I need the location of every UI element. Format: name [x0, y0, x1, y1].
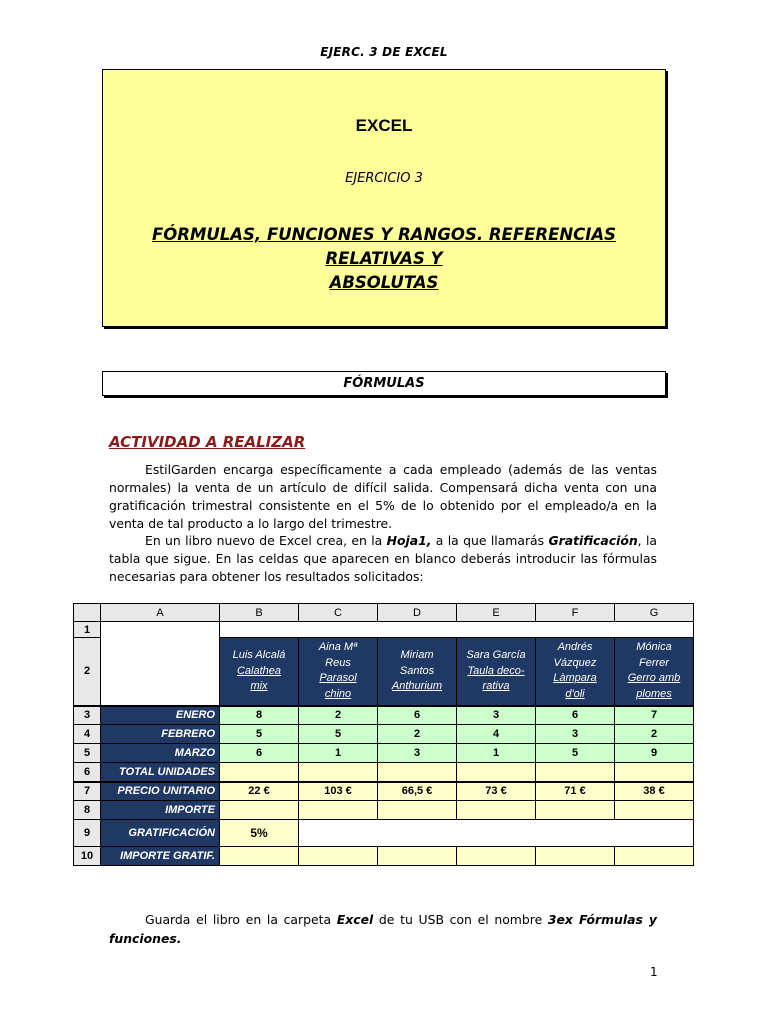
- formula-cell[interactable]: [536, 847, 615, 866]
- data-cell[interactable]: 9: [615, 744, 694, 763]
- row-number: 7: [74, 782, 101, 801]
- row-label: IMPORTE GRATIF.: [101, 847, 220, 866]
- data-cell[interactable]: 1: [457, 744, 536, 763]
- col-header: A: [101, 604, 220, 622]
- data-cell[interactable]: 3: [536, 725, 615, 744]
- data-cell[interactable]: 6: [536, 706, 615, 725]
- title-topic: [103, 223, 665, 295]
- p2-pre: En un libro nuevo de Excel crea, en la: [145, 533, 387, 548]
- col-header: G: [615, 604, 694, 622]
- table-row: [74, 744, 694, 763]
- formula-cell[interactable]: [220, 763, 299, 782]
- data-cell[interactable]: 5: [536, 744, 615, 763]
- cell-a1: [101, 622, 220, 706]
- employee-header: Andrés Vázquez Làmpara d'oli: [536, 638, 615, 706]
- data-cell[interactable]: 5: [299, 725, 378, 744]
- employee-header: Aina Mª Reus Parasol chino: [299, 638, 378, 706]
- data-cell[interactable]: 2: [378, 725, 457, 744]
- title-exercise: EJERCICIO 3: [345, 171, 423, 186]
- p2-mid: a la que llamarás: [431, 533, 549, 548]
- table-row: [74, 706, 694, 725]
- row-number: 8: [74, 801, 101, 820]
- p2-name: Gratificación: [548, 533, 638, 548]
- section-title: FÓRMULAS: [102, 371, 666, 396]
- formula-cell[interactable]: [457, 847, 536, 866]
- footer-folder: Excel: [336, 912, 374, 927]
- cell-blank: [220, 622, 694, 638]
- formula-cell[interactable]: [536, 801, 615, 820]
- title-topic-line2: ABSOLUTAS: [329, 273, 439, 292]
- footer-pre: Guarda el libro en la carpeta: [145, 912, 337, 927]
- paragraph-instructions: [109, 532, 657, 586]
- data-cell[interactable]: 6: [220, 744, 299, 763]
- formula-cell[interactable]: [615, 763, 694, 782]
- gratification-cell[interactable]: 5%: [220, 820, 299, 847]
- spreadsheet: [73, 603, 694, 866]
- row-number: 6: [74, 763, 101, 782]
- row-label: ENERO: [101, 706, 220, 725]
- p2-post: , la tabla que sigue. En las celdas que aparecen en blanco deberás introducir las fórmulas necesarias para obtener los resultados solicitados:: [109, 533, 657, 584]
- table-row: [74, 801, 694, 820]
- col-header: D: [378, 604, 457, 622]
- col-header: C: [299, 604, 378, 622]
- col-header: B: [220, 604, 299, 622]
- formula-cell[interactable]: [457, 763, 536, 782]
- col-header: E: [457, 604, 536, 622]
- data-cell[interactable]: 2: [299, 706, 378, 725]
- table-row: [74, 725, 694, 744]
- employee-header: Sara García Taula deco- rativa: [457, 638, 536, 706]
- cell-blank: [299, 820, 694, 847]
- row-number: 10: [74, 847, 101, 866]
- table-row: [74, 847, 694, 866]
- row-label: FEBRERO: [101, 725, 220, 744]
- data-cell[interactable]: 3: [378, 744, 457, 763]
- formula-cell[interactable]: [220, 801, 299, 820]
- page-number: 1: [650, 965, 658, 979]
- data-cell[interactable]: 5: [220, 725, 299, 744]
- formula-cell[interactable]: [220, 847, 299, 866]
- footer-mid: de tu USB con el nombre: [373, 912, 548, 927]
- employee-header: Miriam Santos Anthurium: [378, 638, 457, 706]
- row-label: TOTAL UNIDADES: [101, 763, 220, 782]
- title-app: EXCEL: [355, 116, 413, 135]
- formula-cell[interactable]: [615, 801, 694, 820]
- formula-cell[interactable]: [299, 847, 378, 866]
- row-number: 4: [74, 725, 101, 744]
- row-label: GRATIFICACIÓN: [101, 820, 220, 847]
- price-cell[interactable]: 38 €: [615, 782, 694, 801]
- price-cell[interactable]: 66,5 €: [378, 782, 457, 801]
- row-label: PRECIO UNITARIO: [101, 782, 220, 801]
- activity-heading: ACTIVIDAD A REALIZAR: [109, 433, 306, 451]
- table-row: [74, 622, 694, 638]
- row-number: 5: [74, 744, 101, 763]
- p2-sheet: Hoja1,: [386, 533, 432, 548]
- row-number: 3: [74, 706, 101, 725]
- row-number: 1: [74, 622, 101, 638]
- document-header: EJERC. 3 DE EXCEL: [320, 45, 448, 59]
- data-cell[interactable]: 2: [615, 725, 694, 744]
- table-row: [74, 782, 694, 801]
- footer-instructions: [109, 910, 657, 948]
- col-header: F: [536, 604, 615, 622]
- row-label: IMPORTE: [101, 801, 220, 820]
- formula-cell[interactable]: [615, 847, 694, 866]
- table-row: [74, 763, 694, 782]
- price-cell[interactable]: 103 €: [299, 782, 378, 801]
- price-cell[interactable]: 22 €: [220, 782, 299, 801]
- column-header-row: [74, 604, 694, 622]
- formula-cell[interactable]: [378, 801, 457, 820]
- formula-cell[interactable]: [378, 847, 457, 866]
- title-topic-line1: FÓRMULAS, FUNCIONES Y RANGOS. REFERENCIAS RELATIVAS Y: [151, 225, 617, 268]
- row-number: 9: [74, 820, 101, 847]
- price-cell[interactable]: 71 €: [536, 782, 615, 801]
- data-cell[interactable]: 3: [457, 706, 536, 725]
- footer-filename: 3ex Fórmulas y funciones.: [109, 912, 657, 946]
- data-cell[interactable]: 6: [378, 706, 457, 725]
- data-cell[interactable]: 7: [615, 706, 694, 725]
- formula-cell[interactable]: [299, 763, 378, 782]
- paragraph-intro: EstilGarden encarga específicamente a cada empleado (además de las ventas normales) la venta de un artículo de difícil salida. Compensará dicha venta con una gratificación trimestral consistente en el 5% de lo obtenido por el empleado/a en la venta de tal producto a lo largo del trimestre.: [109, 462, 657, 531]
- data-cell[interactable]: 8: [220, 706, 299, 725]
- title-box: [102, 69, 666, 327]
- formula-cell[interactable]: [536, 763, 615, 782]
- row-number: 2: [74, 638, 101, 706]
- price-cell[interactable]: 73 €: [457, 782, 536, 801]
- employee-header: Mónica Ferrer Gerro amb plomes: [615, 638, 694, 706]
- table-row: [74, 820, 694, 847]
- data-cell[interactable]: 1: [299, 744, 378, 763]
- data-cell[interactable]: 4: [457, 725, 536, 744]
- employee-header: Luis Alcalá Calathea mix: [220, 638, 299, 706]
- formula-cell[interactable]: [457, 801, 536, 820]
- formula-cell[interactable]: [299, 801, 378, 820]
- row-label: MARZO: [101, 744, 220, 763]
- corner-cell: [74, 604, 101, 622]
- formula-cell[interactable]: [378, 763, 457, 782]
